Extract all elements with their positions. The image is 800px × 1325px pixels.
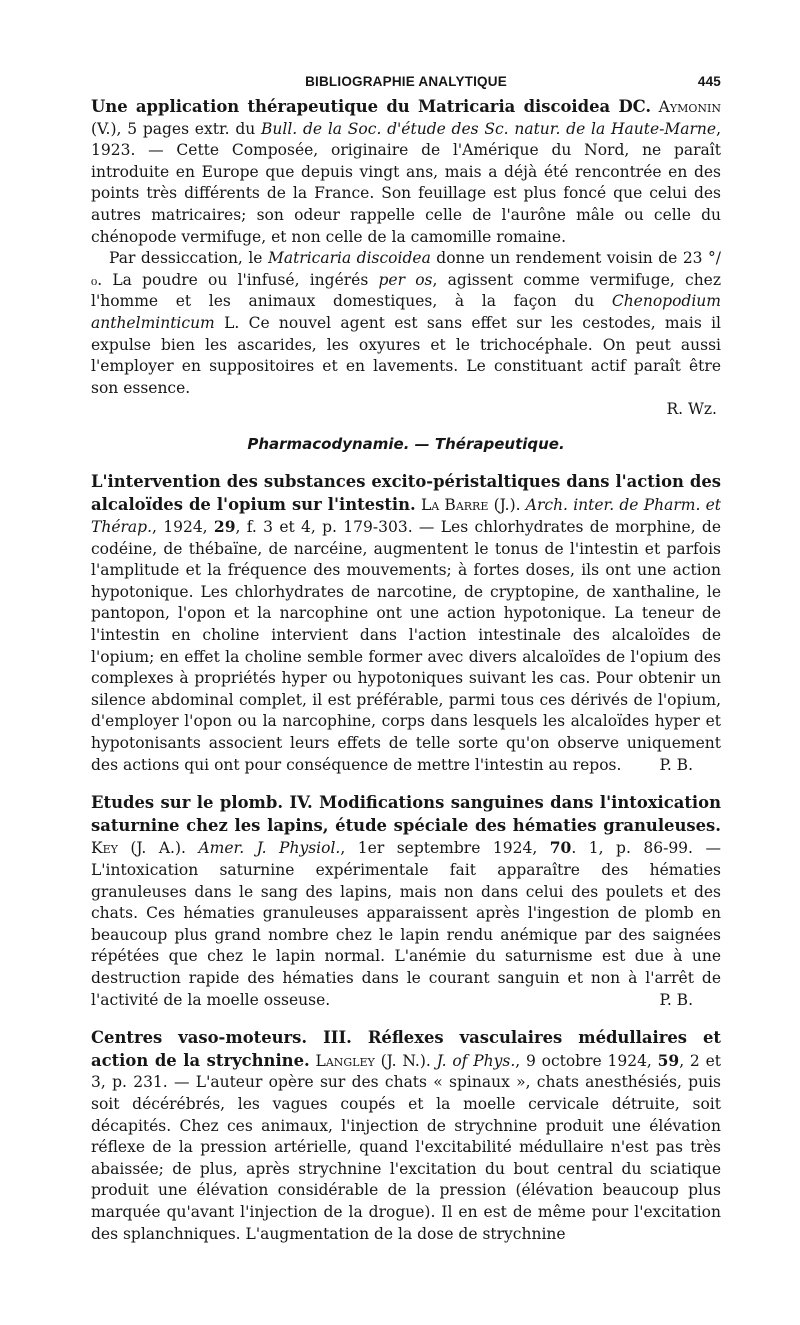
article-paragraph-2 <box>91 248 721 399</box>
article-signature: R. Wz. <box>666 400 717 419</box>
text-run: Par dessiccation, le <box>109 249 268 268</box>
species-name: Matricaria discoidea <box>267 249 431 268</box>
running-title: BIBLIOGRAPHIE ANALYTIQUE <box>305 74 507 89</box>
article-reference: , 5 pages extr. du <box>116 119 262 138</box>
article-matricaria <box>91 96 721 421</box>
article-title: Une application thérapeutique du Matricaria discoidea DC. <box>91 97 652 116</box>
spacer <box>91 1011 721 1027</box>
section-heading: Pharmacodynamie. — Thérapeutique. <box>247 434 565 453</box>
article-opium: L'intervention des substances excito-péristaltiques dans l'action des alcaloïdes de l'opium sur l'intestin. La Barre (J.). Arch. inter. de Pharm. et Thérap., 1924, 29, f. 3 et 4, p. 179-303. — Les chlorhydrates de morphine, de codéine, de thébaïne, de narcéine, augmentent le tonus de l'intestin et parfois l'amplitude et la fréquence des mouvements; à fortes doses, ils ont une action hypotonique. Les chlorhydrates de narcotine, de cryptopine, de xanthaline, le pantopon, l'opon et la narcophine ont une action hypotonique. La teneur de l'intestin en choline intervient dans l'action intestinale des alcaloïdes de l'opium; en effet la choline semble former avec divers alcaloïdes de l'opium des complexes à propriétés hyper ou hypotoniques suivant les cas. Pour obtenir un silence abdominal complet, il est préférable, parmi tous ces dérivés de l'opium, d'employer l'opon ou la narcophine, corps dans lesquels les alcaloïdes hyper et hypotonisants associent leurs effets de telle sorte qu'on observe uniquement des actions qui ont pour conséquence de mettre l'intestin au repos. P. B. <box>91 471 721 776</box>
running-head <box>91 74 721 96</box>
article-journal: J. of Phys. <box>436 1051 516 1070</box>
article-reference: , 9 octobre 1924, <box>515 1051 658 1070</box>
article-reference: , 1er septembre 1924, <box>340 839 550 858</box>
article-journal: Bull. de la Soc. d'étude des Sc. natur. de la Haute-Marne <box>261 119 717 138</box>
article-vasomoteurs: Centres vaso-moteurs. III. Réflexes vasculaires médullaires et action de la strychnine. Langley (J. N.). J. of Phys., 9 octobre 1924, 59, 2 et 3, p. 231. — L'auteur opère sur des chats « spinaux », chats anesthésiés, puis soit décérébrés, les vagues coupés et la moelle cervicale détruite, soit décapités. Chez ces animaux, l'injection de strychnine produit une élévation réflexe de la pression artérielle, quand l'excitabilité médullaire n'est pas très abaissée; de plus, après strychnine l'excitation du bout central du sciatique produit une élévation considérable de la pression (élévation beaucoup plus marquée qu'avant l'injection de la drogue). Il en est de même pour l'excitation des splanchniques. L'augmentation de la dose de strychnine <box>91 1028 721 1243</box>
article-volume: 29 <box>213 517 236 537</box>
article-journal: Arch. inter. de Pharm. et Thérap. <box>91 495 721 537</box>
article-volume: 70 <box>549 838 572 858</box>
article-journal: Amer. J. Physiol. <box>198 839 341 858</box>
species-name-2: Chenopodium anthelminticum <box>91 292 721 332</box>
latin-term: per os <box>378 270 433 289</box>
article-body: , 2 et 3, p. 231. — L'auteur opère sur des chats « spinaux », chats anesthésiés, puis soit décérébrés, les vagues coupés et la moelle cervicale détruite, soit décapités. Chez ces animaux, l'injection de strychnine produit une élévation réflexe de la pression artérielle, quand l'excitabilité médullaire n'est pas très abaissée; de plus, après strychnine l'excitation du bout central du sciatique produit une élévation considérable de la pression (élévation beaucoup plus marquée qu'avant l'injection de la drogue). Il en est de même pour l'excitation des splanchniques. L'augmentation de la dose de strychnine <box>91 1051 721 1243</box>
page <box>91 74 721 1245</box>
page-number: 445 <box>697 74 721 89</box>
article-title: L'intervention des substances excito-péristaltiques dans l'action des alcaloïdes de l'opium sur l'intestin. <box>91 471 721 514</box>
spacer <box>91 776 721 792</box>
article-author: Key (J. A.) <box>91 839 182 858</box>
article-plomb: Etudes sur le plomb. IV. Modifications sanguines dans l'intoxication saturnine chez les lapins, étude spéciale des hématies granuleuses. Key (J. A.). Amer. J. Physiol., 1er septembre 1924, 70. 1, p. 86-99. — L'intoxication saturnine expérimentale fait apparaître des hématies granuleuses dans le sang des lapins, mais non dans celui des poulets et des chats. Ces hématies granuleuses apparaissent après l'ingestion de plomb en beaucoup plus grand nombre chez le lapin rendu anémique par des saignées répétées que chez le lapin normal. L'anémie du saturnisme est due à une destruction rapide des hématies dans le courant sanguin et non à l'arrêt de l'activité de la moelle osseuse. P. B. <box>91 792 721 1011</box>
article-reference: , 1924, <box>152 518 214 537</box>
article-body: , 1923. — Cette Composée, originaire de l'Amérique du Nord, ne paraît introduite en Europe que depuis vingt ans, mais a déjà été rencontrée en des points très différents de la France. Son feuillage est plus foncé que celui des autres matricaires; son odeur rappelle celle de l'aurône mâle ou celle du chénopode vermifuge, et non celle de la camomille romaine. <box>91 119 721 246</box>
article-title: Etudes sur le plomb. IV. Modifications sanguines dans l'intoxication saturnine chez les lapins, étude spéciale des hématies granuleuses. <box>91 793 721 835</box>
article-volume: 59 <box>657 1050 680 1070</box>
text-run: donne un rendement voisin de 23 °/₀. La poudre ou l'infusé, ingérés <box>91 249 721 289</box>
article-body: . 1, p. 86-99. — L'intoxication saturnine expérimentale fait apparaître des hématies granuleuses dans le sang des lapins, mais non dans celui des poulets et des chats. Ces hématies granuleuses apparaissent après l'ingestion de plomb en beaucoup plus grand nombre chez le lapin rendu anémique par des saignées répétées que chez le lapin normal. L'anémie du saturnisme est due à une destruction rapide des hématies dans le courant sanguin et non à l'arrêt de l'activité de la moelle osseuse. <box>91 839 721 1009</box>
article-body: , f. 3 et 4, p. 179-303. — Les chlorhydrates de morphine, de codéine, de thébaïne, de narcéine, augmentent le tonus de l'intestin et parfois l'amplitude et la fréquence des mouvements; à fortes doses, ils ont une action hypotonique. Les chlorhydrates de narcotine, de cryptopine, de xanthaline, le pantopon, l'opon et la narcophine ont une action hypotonique. La teneur de l'intestin en choline intervient dans l'action intestinale des alcaloïdes de l'opium; en effet la choline semble former avec divers alcaloïdes de l'opium des complexes à propriétés hyper ou hypotoniques suivant les cas. Pour obtenir un silence abdominal complet, il est préférable, parmi tous ces dérivés de l'opium, d'employer l'opon ou la narcophine, corps dans lesquels les alcaloïdes hyper et hypotonisants associent leurs effets de telle sorte qu'on observe uniquement des actions qui ont pour conséquence de mettre l'intestin au repos. <box>91 518 722 774</box>
article-signature: P. B. <box>659 990 693 1009</box>
article-author: Aymonin (V.) <box>91 98 721 138</box>
text-run: , agissent comme vermifuge, chez l'homme et les animaux domestiques, à la façon du <box>91 270 722 311</box>
article-author: Langley (J. N.) <box>315 1051 426 1070</box>
article-signature: P. B. <box>659 755 693 774</box>
article-title: Centres vaso-moteurs. III. Réflexes vasculaires médullaires et action de la strychnine. <box>91 1028 721 1070</box>
article-author: La Barre (J.) <box>420 495 516 514</box>
text-run: L. Ce nouvel agent est sans effet sur les cestodes, mais il expulse bien les ascarides, les oxyures et le trichocéphale. On peut aussi l'employer en suppositoires et en lavements. Le constituant actif paraît être son essence. <box>91 313 721 397</box>
